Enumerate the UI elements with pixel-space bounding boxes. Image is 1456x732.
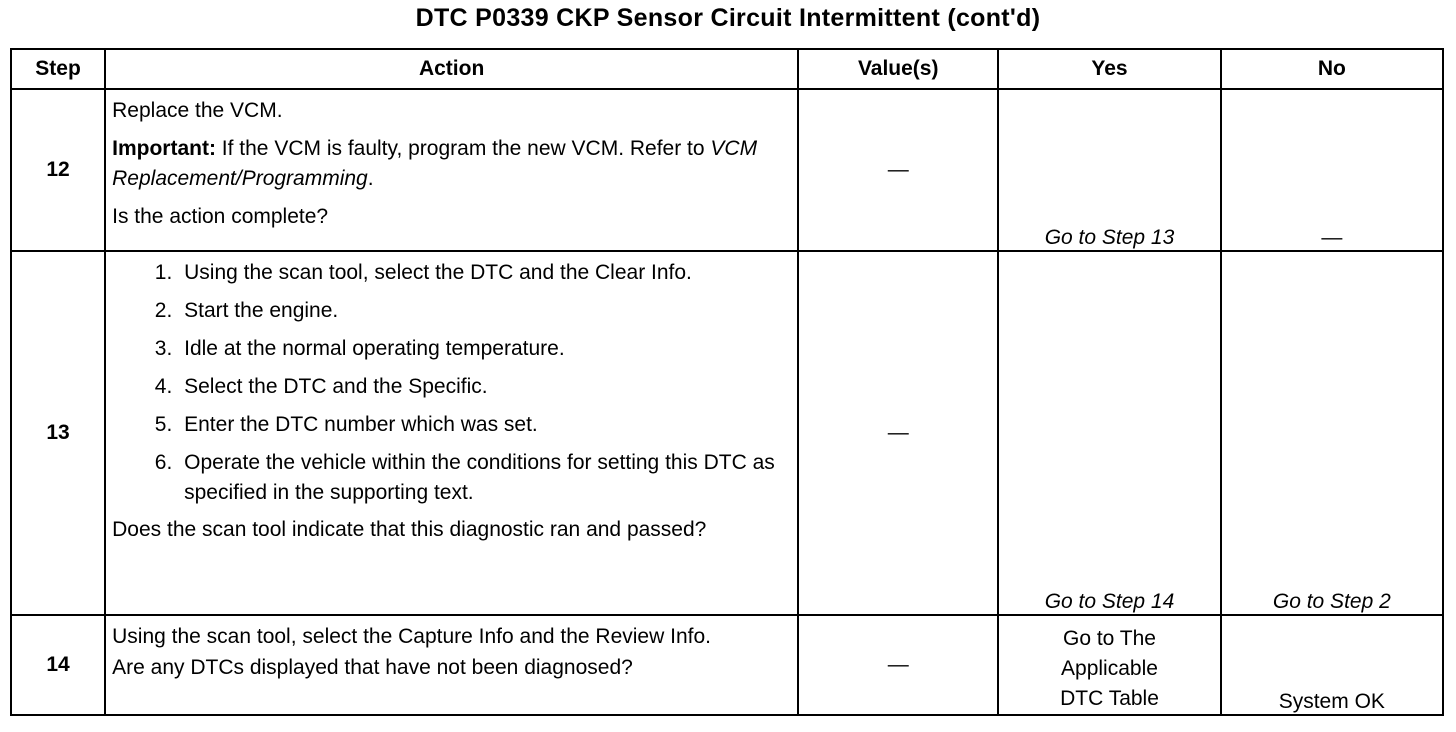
step-number: 12 [11,89,105,251]
table-header-row [11,49,1443,89]
list-item: 5. Enter the DTC number which was set. [178,410,787,440]
values-cell: — [798,89,998,251]
list-item: 3. Idle at the normal operating temperature. [178,334,787,364]
values-cell: — [798,615,998,715]
action-cell [105,615,798,715]
important-note [112,134,787,194]
list-item: 2. Start the engine. [178,296,787,326]
yes-line: Applicable [1061,657,1158,680]
yes-cell [998,615,1220,715]
list-item: 6. Operate the vehicle within the conditions for setting this DTC as specified in the supporting text. [178,448,787,508]
table-row-step-13 [11,251,1443,615]
step-number: 13 [11,251,105,615]
header-values: Value(s) [798,49,998,89]
values-cell: — [798,251,998,615]
reference-link-text: VCM Replacement/Programming [112,137,758,190]
action-text: Replace the VCM. [112,99,283,122]
step-number: 14 [11,615,105,715]
yes-line: DTC Table [1060,687,1159,710]
action-cell [105,251,798,615]
important-text: If the VCM is faulty, program the new VCM. Refer to [215,137,711,160]
action-question: Is the action complete? [112,205,329,228]
important-end: . [367,167,374,190]
important-label: Important: [112,137,216,160]
header-action: Action [105,49,798,89]
header-step: Step [11,49,105,89]
table-row-step-12 [11,89,1443,251]
list-item: 4. Select the DTC and the Specific. [178,372,787,402]
header-yes: Yes [998,49,1220,89]
page-title: DTC P0339 CKP Sensor Circuit Intermittent (cont'd) [415,4,1041,32]
action-text: Using the scan tool, select the Capture Info and the Review Info. [112,625,711,648]
action-question: Does the scan tool indicate that this diagnostic ran and passed? [112,518,707,541]
yes-line: Go to The [1062,627,1156,650]
yes-cell: Go to Step 13 [998,89,1220,251]
action-cell [105,89,798,251]
procedure-list [112,258,787,508]
no-cell: Go to Step 2 [1221,251,1443,615]
no-cell: System OK [1221,615,1443,715]
table-row-step-14 [11,615,1443,715]
diagnostic-table [10,48,1444,716]
no-cell: — [1221,89,1443,251]
yes-cell: Go to Step 14 [998,251,1220,615]
list-item: 1. Using the scan tool, select the DTC and the Clear Info. [178,258,787,288]
header-no: No [1221,49,1443,89]
action-question: Are any DTCs displayed that have not been diagnosed? [112,656,633,679]
